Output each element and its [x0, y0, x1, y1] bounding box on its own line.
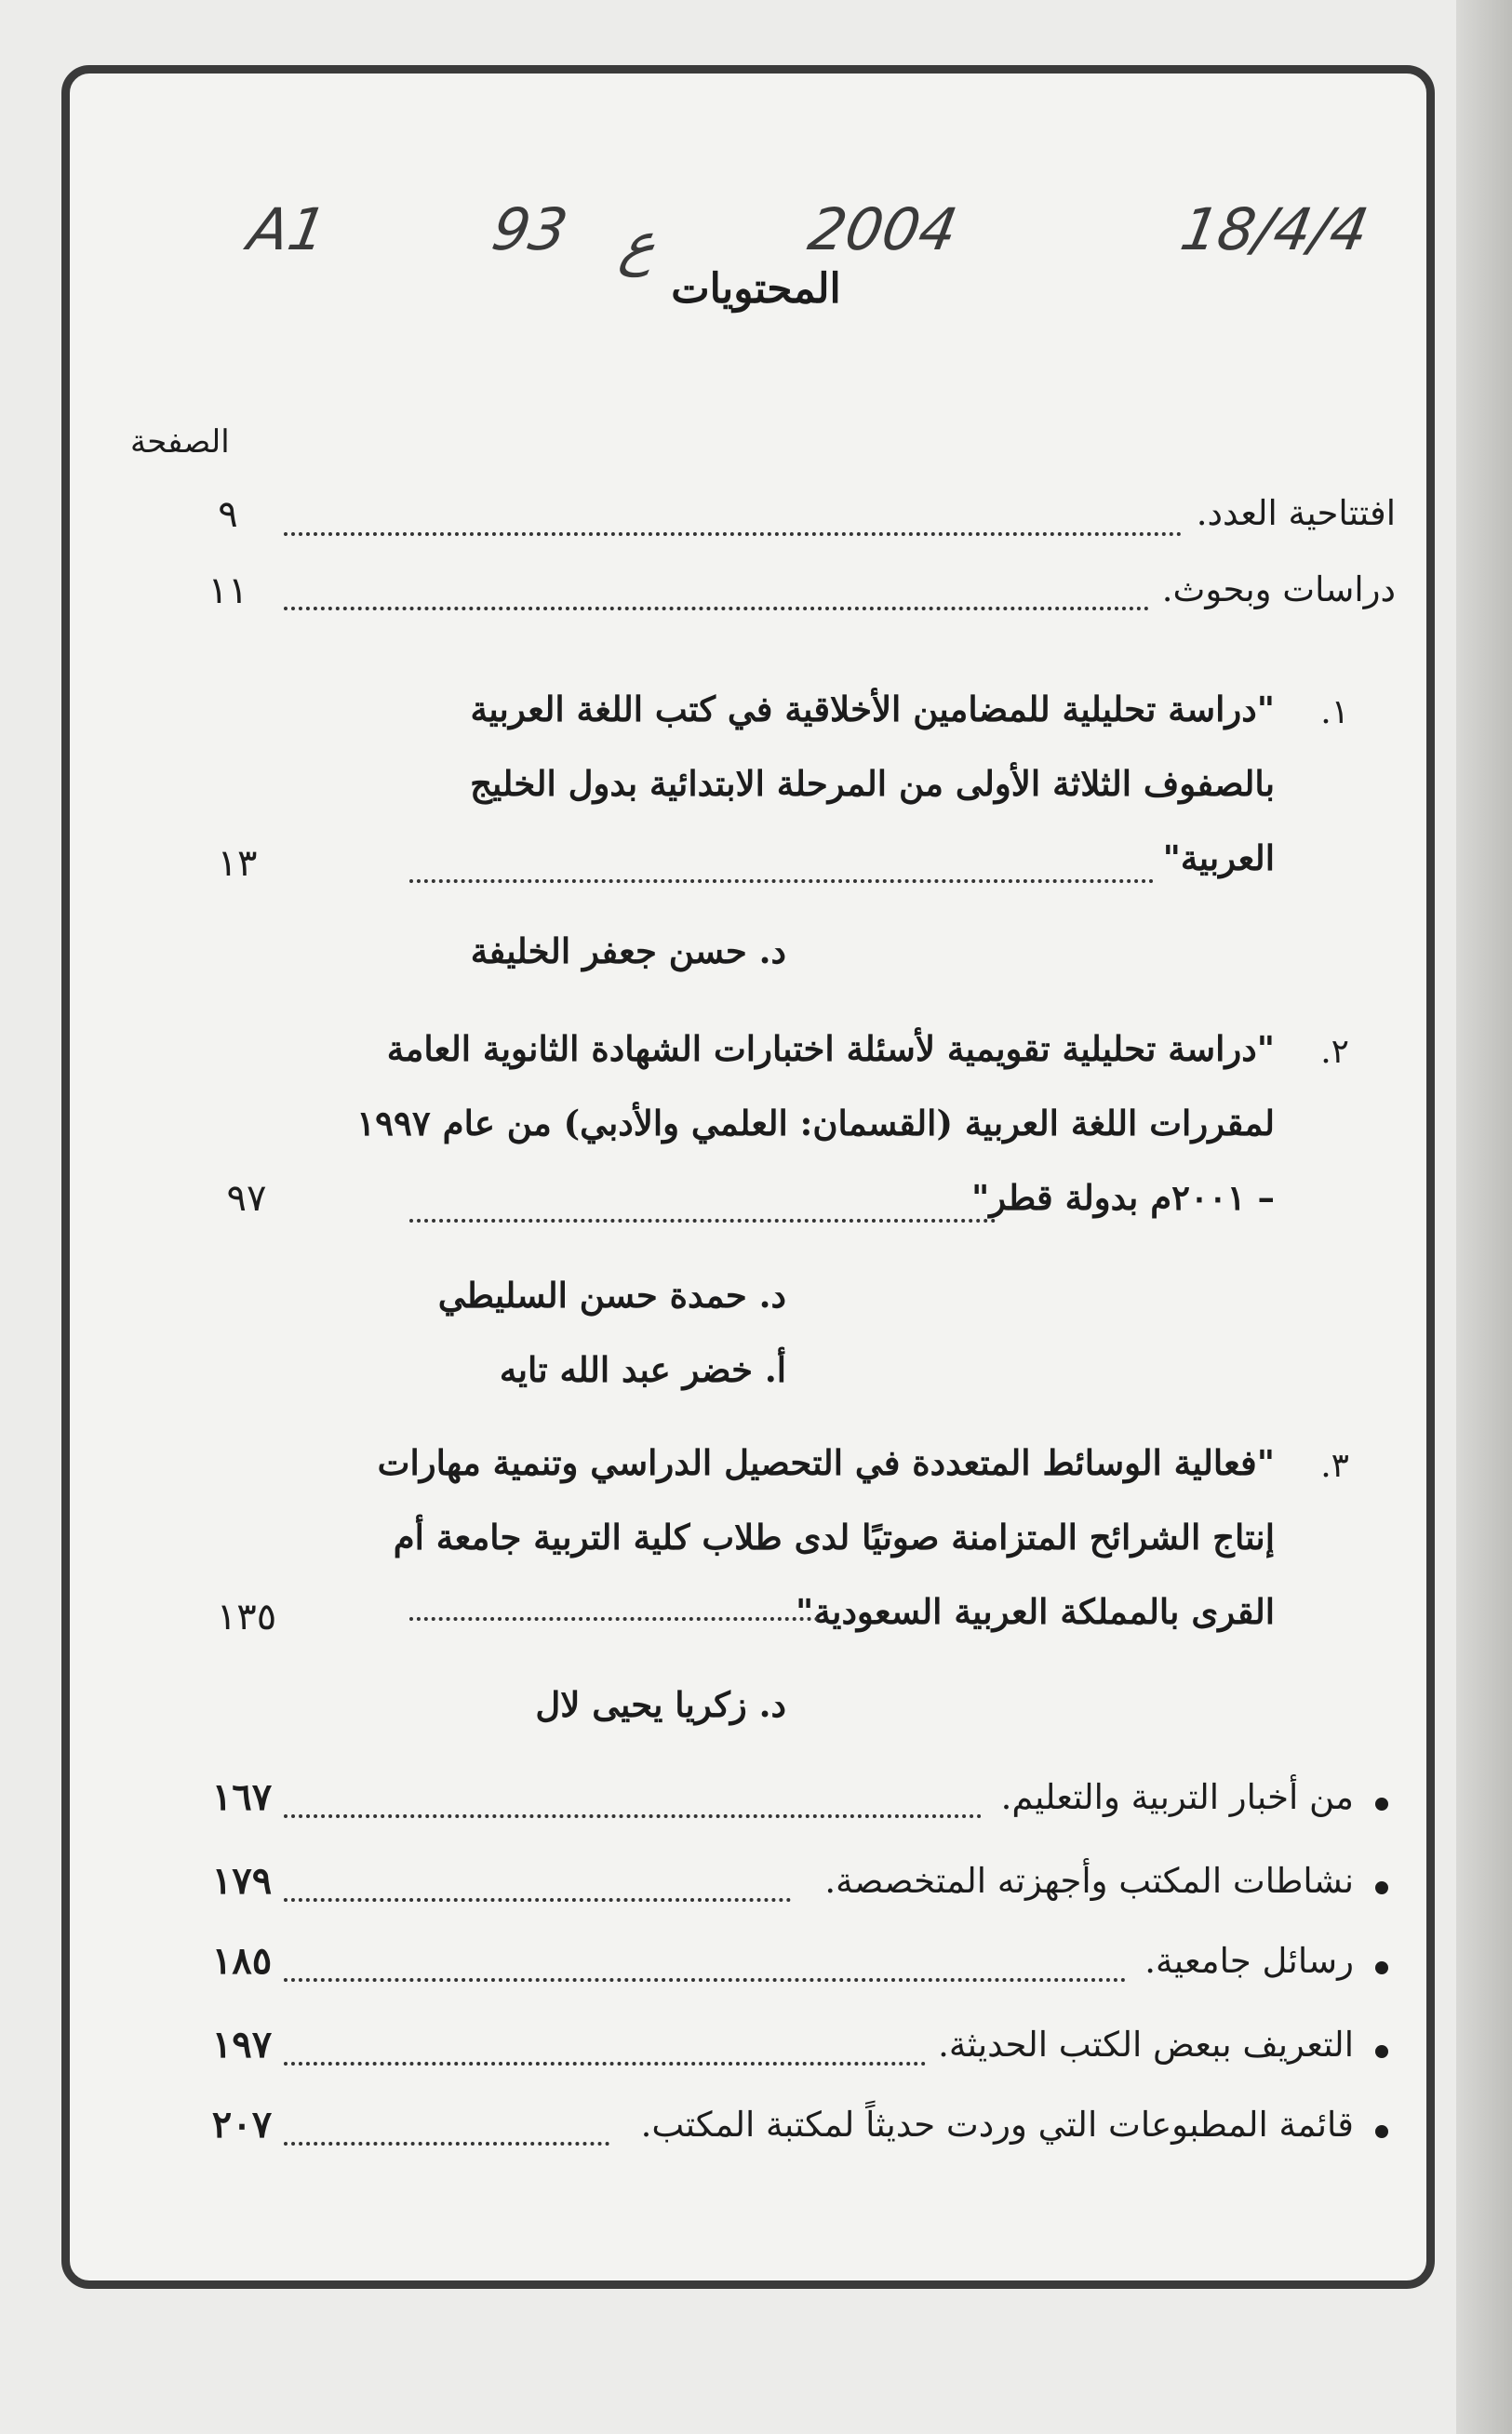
bullet-2-page: ١٧٩: [211, 1859, 273, 1903]
study-3-author-1: د. زكريا يحيى لال: [535, 1684, 786, 1725]
study-2-number: ٢.: [1320, 1033, 1349, 1071]
bullet-2-label: نشاطات المكتب وأجهزته المتخصصة.: [824, 1861, 1354, 1901]
bullet-1-dot: [1375, 1798, 1388, 1811]
study-2-title-line-3: – ٢٠٠١م بدولة قطر": [971, 1177, 1275, 1218]
study-1-title-line-3: العربية": [1162, 837, 1275, 878]
bullet-5-page: ٢٠٧: [211, 2103, 273, 2146]
study-2-leader: [409, 1219, 996, 1223]
study-1-leader: [409, 879, 1154, 883]
bullet-4-label: التعريف ببعض الكتب الحديثة.: [938, 2025, 1354, 2065]
study-3-title-line-1: "فعالية الوسائط المتعددة في التحصيل الدراسي وتنمية مهارات: [377, 1442, 1275, 1483]
bullet-1-leader: [284, 1814, 982, 1818]
study-3-page: ١٣٥: [216, 1596, 277, 1638]
bullet-3-dot: [1375, 1961, 1388, 1974]
entry-editorial-label: افتتاحية العدد.: [1196, 493, 1396, 533]
study-1-page: ١٣: [217, 842, 258, 885]
entry-studies-page: ١١: [207, 569, 248, 612]
study-1-author-1: د. حسن جعفر الخليفة: [470, 930, 786, 971]
handwritten-note-4: 2004: [803, 195, 963, 263]
study-2-page: ٩٧: [226, 1177, 267, 1220]
bullet-5-label: قائمة المطبوعات التي وردت حديثاً لمكتبة المكتب.: [640, 2105, 1354, 2145]
entry-editorial-leader: [284, 532, 1182, 536]
bullet-3-page: ١٨٥: [211, 1939, 273, 1983]
entry-editorial-page: ٩: [218, 493, 238, 536]
handwritten-note-1: A1: [243, 195, 332, 263]
page-column-label: الصفحة: [130, 423, 230, 461]
handwritten-note-3: ع: [615, 209, 662, 277]
handwritten-note-2: 93: [487, 195, 573, 263]
page-title: المحتويات: [671, 265, 841, 313]
bullet-1-page: ١٦٧: [211, 1775, 273, 1819]
handwritten-note-5: 18/4/4: [1175, 195, 1373, 263]
study-2-author-1: د. حمدة حسن السليطي: [437, 1275, 786, 1316]
study-1-title-line-2: بالصفوف الثلاثة الأولى من المرحلة الابتدائية بدول الخليج: [470, 763, 1275, 804]
scan-edge: [1456, 0, 1512, 2434]
entry-studies-label: دراسات وبحوث.: [1161, 569, 1396, 609]
bullet-4-dot: [1375, 2045, 1388, 2058]
bullet-2-dot: [1375, 1881, 1388, 1894]
bullet-2-leader: [284, 1898, 791, 1902]
study-3-leader: [409, 1617, 819, 1621]
bullet-3-leader: [284, 1978, 1126, 1982]
study-2-title-line-2: لمقررات اللغة العربية (القسمان: العلمي والأدبي) من عام ١٩٩٧: [356, 1103, 1275, 1143]
bullet-5-dot: [1375, 2125, 1388, 2138]
bullet-5-leader: [284, 2142, 609, 2146]
entry-studies-leader: [284, 607, 1149, 610]
study-3-number: ٣.: [1320, 1447, 1349, 1485]
study-2-author-2: أ. خضر عبد الله تايه: [499, 1349, 786, 1390]
bullet-4-page: ١٩٧: [211, 2023, 273, 2066]
study-3-title-line-3: القرى بالمملكة العربية السعودية": [796, 1591, 1275, 1632]
bullet-3-label: رسائل جامعية.: [1144, 1941, 1354, 1981]
study-1-number: ١.: [1320, 693, 1349, 731]
study-1-title-line-1: "دراسة تحليلية للمضامين الأخلاقية في كتب اللغة العربية: [470, 689, 1275, 729]
bullet-1-label: من أخبار التربية والتعليم.: [1000, 1777, 1354, 1817]
bullet-4-leader: [284, 2062, 926, 2066]
study-3-title-line-2: إنتاج الشرائح المتزامنة صوتيًا لدى طلاب كلية التربية جامعة أم: [393, 1517, 1275, 1558]
study-2-title-line-1: "دراسة تحليلية تقويمية لأسئلة اختبارات الشهادة الثانوية العامة: [386, 1028, 1275, 1069]
